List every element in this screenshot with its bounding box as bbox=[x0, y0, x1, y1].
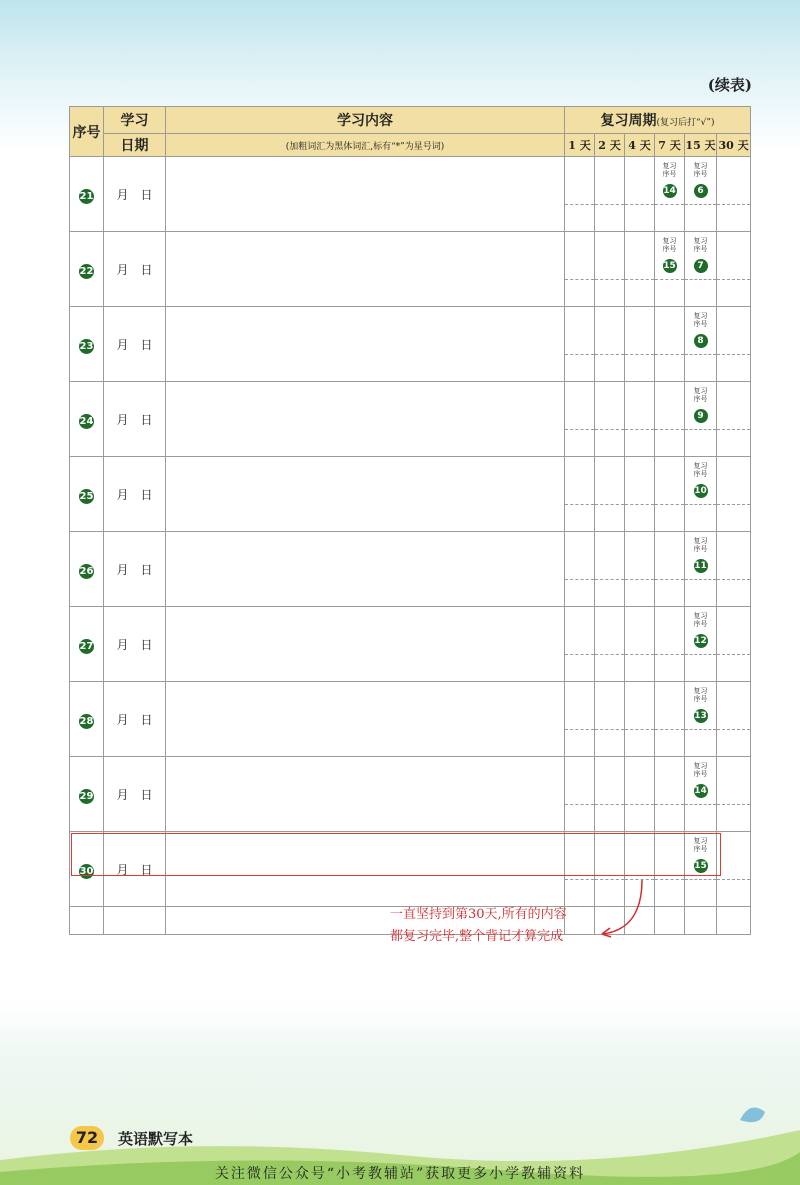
header-review-note: (复习后打“√”) bbox=[656, 118, 715, 128]
day-label: 日 bbox=[140, 487, 153, 502]
review-day-7-checkbox[interactable] bbox=[655, 157, 685, 232]
review-index-badge bbox=[655, 162, 684, 198]
review-label-2: 序号 bbox=[693, 470, 708, 478]
review-number: 12 bbox=[694, 636, 707, 646]
review-label-2: 序号 bbox=[662, 245, 677, 253]
row-index-cell bbox=[70, 607, 104, 682]
review-day-7-checkbox[interactable] bbox=[655, 382, 685, 457]
content-field[interactable] bbox=[166, 382, 565, 457]
header-index: 序号 bbox=[70, 107, 104, 157]
day-label: 日 bbox=[140, 412, 153, 427]
row-index-badge: 23 bbox=[79, 341, 94, 352]
content-field[interactable] bbox=[166, 307, 565, 382]
review-day-1-checkbox[interactable] bbox=[565, 457, 595, 532]
review-day-7-checkbox[interactable] bbox=[655, 532, 685, 607]
review-day-2-checkbox[interactable] bbox=[595, 382, 625, 457]
header-day-7: 7 天 bbox=[655, 134, 685, 157]
review-label-2: 序号 bbox=[693, 845, 708, 853]
review-day-15-checkbox[interactable] bbox=[685, 532, 717, 607]
empty-cell[interactable] bbox=[685, 907, 717, 935]
review-day-30-checkbox[interactable] bbox=[717, 607, 751, 682]
review-label-1: 复习 bbox=[693, 537, 708, 545]
review-day-30-checkbox[interactable] bbox=[717, 832, 751, 907]
review-day-4-checkbox[interactable] bbox=[625, 307, 655, 382]
row-index-cell bbox=[70, 307, 104, 382]
review-day-15-checkbox[interactable] bbox=[685, 157, 717, 232]
table-row bbox=[70, 382, 751, 457]
review-index-badge bbox=[685, 462, 716, 498]
date-field[interactable] bbox=[104, 682, 166, 757]
row-index-badge: 21 bbox=[79, 191, 94, 202]
header-day-4: 4 天 bbox=[625, 134, 655, 157]
review-number: 13 bbox=[694, 711, 707, 721]
review-number: 9 bbox=[694, 409, 708, 423]
review-day-2-checkbox[interactable] bbox=[595, 307, 625, 382]
row-index-cell bbox=[70, 232, 104, 307]
review-label-1: 复习 bbox=[693, 837, 708, 845]
empty-cell[interactable] bbox=[70, 907, 104, 935]
footer-note: 关注微信公众号“小考教辅站”获取更多小学教辅资料 bbox=[214, 1166, 586, 1182]
empty-cell[interactable] bbox=[717, 907, 751, 935]
review-day-4-checkbox[interactable] bbox=[625, 232, 655, 307]
review-day-1-checkbox[interactable] bbox=[565, 232, 595, 307]
header-date-line1: 学习 bbox=[104, 107, 166, 134]
review-label-1: 复习 bbox=[693, 162, 708, 170]
review-day-2-checkbox[interactable] bbox=[595, 682, 625, 757]
row-index-cell bbox=[70, 682, 104, 757]
review-day-2-checkbox[interactable] bbox=[595, 532, 625, 607]
review-number: 6 bbox=[694, 184, 708, 198]
table-row bbox=[70, 682, 751, 757]
month-label: 月 bbox=[116, 187, 129, 202]
book-title: 英语默写本 bbox=[118, 1130, 194, 1148]
review-day-30-checkbox[interactable] bbox=[717, 307, 751, 382]
review-label-2: 序号 bbox=[693, 770, 708, 778]
table-row bbox=[70, 607, 751, 682]
date-field[interactable] bbox=[104, 607, 166, 682]
review-day-15-checkbox[interactable] bbox=[685, 607, 717, 682]
table-row bbox=[70, 532, 751, 607]
review-day-30-checkbox[interactable] bbox=[717, 232, 751, 307]
review-day-4-checkbox[interactable] bbox=[625, 457, 655, 532]
review-label-1: 复习 bbox=[693, 762, 708, 770]
study-log-table bbox=[69, 106, 751, 935]
review-label-1: 复习 bbox=[693, 312, 708, 320]
review-number: 14 bbox=[694, 786, 707, 796]
row-index-badge: 27 bbox=[79, 641, 94, 652]
day-label: 日 bbox=[140, 862, 153, 877]
row-index-cell bbox=[70, 757, 104, 832]
highlight-box bbox=[71, 833, 721, 876]
note-line-2: 都复习完毕,整个背记才算完成 bbox=[390, 929, 564, 944]
review-label-2: 序号 bbox=[693, 395, 708, 403]
row-index-cell bbox=[70, 532, 104, 607]
row-index-badge: 26 bbox=[79, 566, 94, 577]
day-label: 日 bbox=[140, 262, 153, 277]
day-label: 日 bbox=[140, 562, 153, 577]
review-day-30-checkbox[interactable] bbox=[717, 757, 751, 832]
review-number: 10 bbox=[694, 486, 707, 496]
review-index-badge bbox=[685, 687, 716, 723]
empty-cell[interactable] bbox=[655, 907, 685, 935]
content-field[interactable] bbox=[166, 532, 565, 607]
month-label: 月 bbox=[116, 262, 129, 277]
date-field[interactable] bbox=[104, 757, 166, 832]
month-label: 月 bbox=[116, 337, 129, 352]
review-label-2: 序号 bbox=[693, 695, 708, 703]
review-day-1-checkbox[interactable] bbox=[565, 307, 595, 382]
month-label: 月 bbox=[116, 637, 129, 652]
review-index-badge bbox=[655, 237, 684, 273]
review-day-7-checkbox[interactable] bbox=[655, 607, 685, 682]
review-label-2: 序号 bbox=[693, 545, 708, 553]
review-day-15-checkbox[interactable] bbox=[685, 382, 717, 457]
review-day-7-checkbox[interactable] bbox=[655, 682, 685, 757]
review-label-1: 复习 bbox=[662, 237, 677, 245]
review-day-30-checkbox[interactable] bbox=[717, 382, 751, 457]
month-label: 月 bbox=[116, 562, 129, 577]
review-day-4-checkbox[interactable] bbox=[625, 607, 655, 682]
review-index-badge bbox=[685, 237, 716, 273]
review-day-30-checkbox[interactable] bbox=[717, 682, 751, 757]
table-row bbox=[70, 757, 751, 832]
review-number: 15 bbox=[663, 261, 676, 271]
review-label-1: 复习 bbox=[693, 387, 708, 395]
review-day-15-checkbox[interactable] bbox=[685, 457, 717, 532]
review-day-4-checkbox[interactable] bbox=[625, 532, 655, 607]
review-number: 11 bbox=[694, 561, 707, 571]
empty-cell[interactable] bbox=[104, 907, 166, 935]
header-review bbox=[565, 107, 751, 134]
review-day-1-checkbox[interactable] bbox=[565, 607, 595, 682]
day-label: 日 bbox=[140, 787, 153, 802]
month-label: 月 bbox=[116, 412, 129, 427]
review-day-15-checkbox[interactable] bbox=[685, 232, 717, 307]
day-label: 日 bbox=[140, 187, 153, 202]
review-day-15-checkbox[interactable] bbox=[685, 682, 717, 757]
review-label-1: 复习 bbox=[693, 237, 708, 245]
review-day-30-checkbox[interactable] bbox=[717, 457, 751, 532]
review-day-4-checkbox[interactable] bbox=[625, 757, 655, 832]
review-day-30-checkbox[interactable] bbox=[717, 532, 751, 607]
content-field[interactable] bbox=[166, 682, 565, 757]
date-field[interactable] bbox=[104, 382, 166, 457]
row-index-badge: 25 bbox=[79, 491, 94, 502]
note-line-1: 一直坚持到第30天,所有的内容 bbox=[390, 907, 567, 922]
row-index-badge: 22 bbox=[79, 266, 94, 277]
review-day-7-checkbox[interactable] bbox=[655, 307, 685, 382]
row-index-badge: 24 bbox=[79, 416, 94, 427]
date-field[interactable] bbox=[104, 307, 166, 382]
review-day-4-checkbox[interactable] bbox=[625, 682, 655, 757]
content-field[interactable] bbox=[166, 457, 565, 532]
header-date-line2: 日期 bbox=[104, 134, 166, 157]
review-day-15-checkbox[interactable] bbox=[685, 307, 717, 382]
review-day-1-checkbox[interactable] bbox=[565, 157, 595, 232]
review-label-1: 复习 bbox=[662, 162, 677, 170]
review-index-badge bbox=[685, 762, 716, 798]
month-label: 月 bbox=[116, 787, 129, 802]
content-field[interactable] bbox=[166, 232, 565, 307]
header-day-1: 1 天 bbox=[565, 134, 595, 157]
table-row bbox=[70, 457, 751, 532]
review-label-1: 复习 bbox=[693, 687, 708, 695]
date-field[interactable] bbox=[104, 532, 166, 607]
header-day-15: 15 天 bbox=[685, 134, 717, 157]
content-field[interactable] bbox=[166, 157, 565, 232]
review-day-2-checkbox[interactable] bbox=[595, 607, 625, 682]
arrow-icon bbox=[590, 876, 650, 946]
review-day-7-checkbox[interactable] bbox=[655, 232, 685, 307]
review-label-2: 序号 bbox=[693, 320, 708, 328]
row-index-cell bbox=[70, 157, 104, 232]
date-field[interactable] bbox=[104, 232, 166, 307]
review-index-badge bbox=[685, 612, 716, 648]
review-number: 8 bbox=[694, 334, 708, 348]
review-label-2: 序号 bbox=[693, 620, 708, 628]
review-index-badge bbox=[685, 387, 716, 423]
review-day-2-checkbox[interactable] bbox=[595, 157, 625, 232]
date-field[interactable] bbox=[104, 157, 166, 232]
table-row bbox=[70, 157, 751, 232]
review-day-4-checkbox[interactable] bbox=[625, 382, 655, 457]
review-day-4-checkbox[interactable] bbox=[625, 157, 655, 232]
review-day-1-checkbox[interactable] bbox=[565, 532, 595, 607]
review-day-7-checkbox[interactable] bbox=[655, 757, 685, 832]
review-index-badge bbox=[685, 162, 716, 198]
header-day-30: 30 天 bbox=[717, 134, 751, 157]
review-day-30-checkbox[interactable] bbox=[717, 157, 751, 232]
content-field[interactable] bbox=[166, 607, 565, 682]
month-label: 月 bbox=[116, 862, 129, 877]
header-content-sub: (加粗词汇为黑体词汇,标有“*”为星号词) bbox=[166, 134, 565, 157]
day-label: 日 bbox=[140, 637, 153, 652]
review-label-2: 序号 bbox=[693, 170, 708, 178]
header-content-title: 学习内容 bbox=[166, 107, 565, 134]
review-day-7-checkbox[interactable] bbox=[655, 457, 685, 532]
row-index-cell bbox=[70, 457, 104, 532]
review-day-2-checkbox[interactable] bbox=[595, 757, 625, 832]
review-number: 7 bbox=[694, 259, 708, 273]
review-day-1-checkbox[interactable] bbox=[565, 757, 595, 832]
review-index-badge bbox=[685, 312, 716, 348]
review-number: 14 bbox=[663, 186, 676, 196]
content-field[interactable] bbox=[166, 757, 565, 832]
day-label: 日 bbox=[140, 712, 153, 727]
day-label: 日 bbox=[140, 337, 153, 352]
header-day-2: 2 天 bbox=[595, 134, 625, 157]
row-index-badge: 30 bbox=[79, 866, 94, 877]
review-day-2-checkbox[interactable] bbox=[595, 232, 625, 307]
header-review-title: 复习周期 bbox=[600, 113, 657, 129]
row-index-cell bbox=[70, 382, 104, 457]
month-label: 月 bbox=[116, 712, 129, 727]
review-day-1-checkbox[interactable] bbox=[565, 682, 595, 757]
table-row bbox=[70, 307, 751, 382]
row-index-badge: 29 bbox=[79, 791, 94, 802]
review-index-badge bbox=[685, 537, 716, 573]
review-day-1-checkbox[interactable] bbox=[565, 382, 595, 457]
date-field[interactable] bbox=[104, 457, 166, 532]
review-label-2: 序号 bbox=[693, 245, 708, 253]
review-day-2-checkbox[interactable] bbox=[595, 457, 625, 532]
month-label: 月 bbox=[116, 487, 129, 502]
review-label-1: 复习 bbox=[693, 612, 708, 620]
page-number: 72 bbox=[70, 1126, 104, 1150]
review-number: 15 bbox=[694, 861, 707, 871]
note bbox=[390, 904, 567, 948]
row-index-badge: 28 bbox=[79, 716, 94, 727]
review-label-2: 序号 bbox=[662, 170, 677, 178]
review-day-15-checkbox[interactable] bbox=[685, 757, 717, 832]
table-row bbox=[70, 232, 751, 307]
continued-label: (续表) bbox=[707, 76, 752, 94]
review-label-1: 复习 bbox=[693, 462, 708, 470]
